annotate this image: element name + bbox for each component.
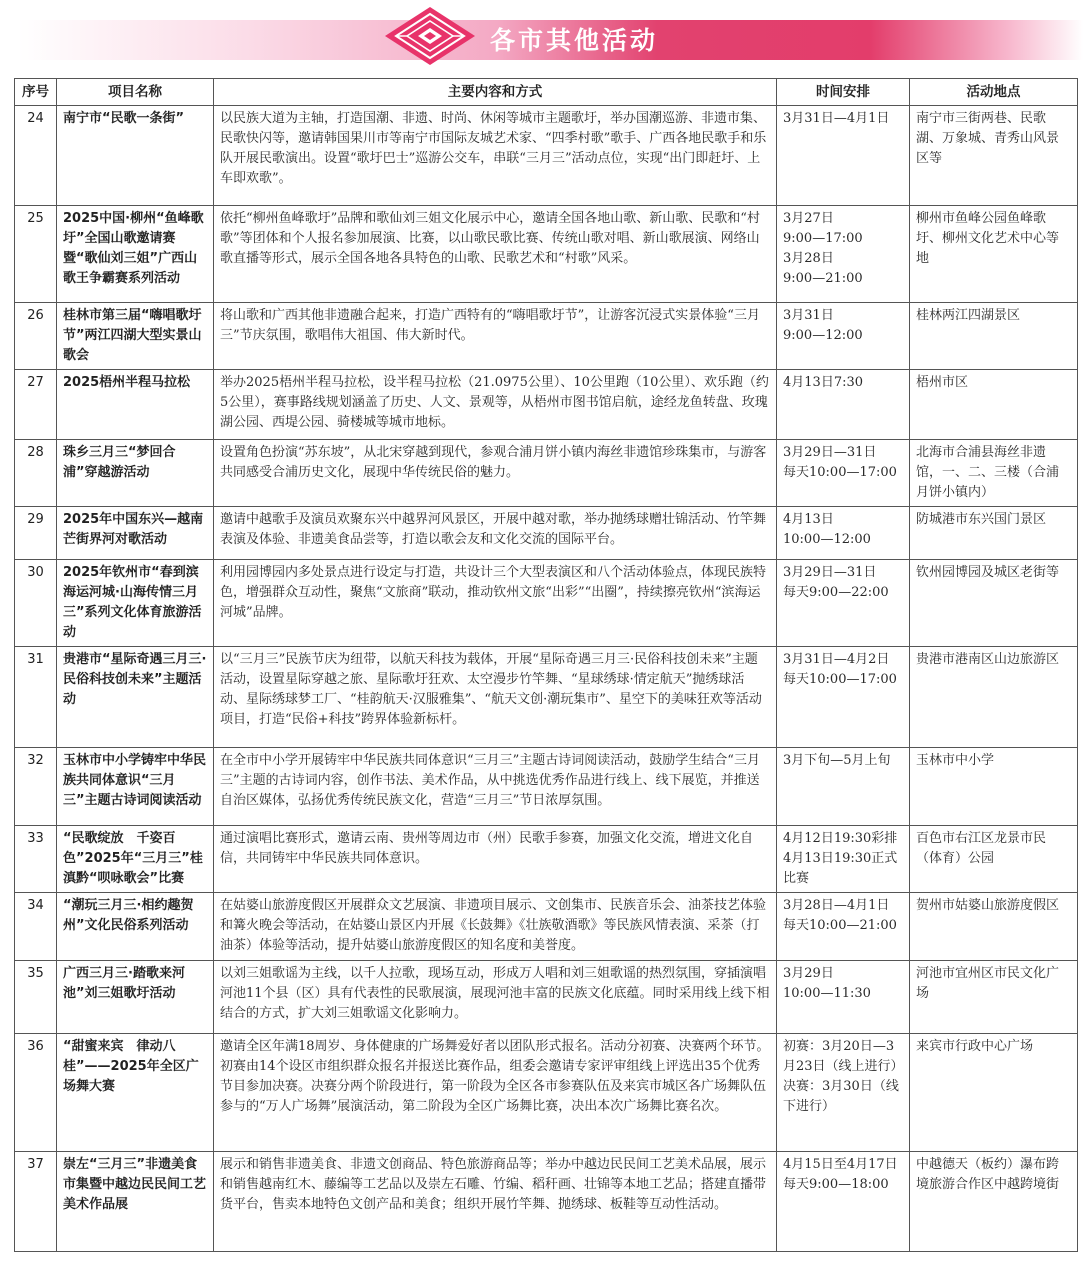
project-name: 贵港市“星际奇遇三月三·民俗科技创未来”主题活动 [57,647,214,748]
table-row [15,507,1078,560]
time-schedule [777,440,910,507]
project-name: 桂林市第三届“嗨唱歌圩节”两江四湖大型实景山歌会 [57,303,214,370]
project-name: 崇左“三月三”非遗美食市集暨中越边民民间工艺美术作品展 [57,1152,214,1252]
project-content: 展示和销售非遗美食、非遗文创商品、特色旅游商品等；举办中越边民民间工艺美术品展，展示和销售越南红木、藤编等工艺品以及崇左石雕、竹编、稻秆画、壮锦等本地工艺品；搭建直播带货平台，售卖本地特色文创产品和美食；组织开展竹竿舞、抛绣球、板鞋等互动性活动。 [214,1152,777,1252]
location-line: 南宁市三街两巷、民歌湖、万象城、青秀山风景区等 [916,111,1060,166]
time-schedule [777,106,910,206]
time-line: 决赛：3月30日（线下进行） [783,1079,899,1114]
time-line: 10:00—12:00 [783,532,871,547]
table-row [15,370,1078,440]
row-number: 27 [15,370,57,440]
project-content: 在全市中小学开展铸牢中华民族共同体意识“三月三”主题古诗词阅读活动，鼓励学生结合“三月三”主题的古诗词内容，创作书法、美术作品，从中挑选优秀作品进行线上、线下展览，并推送自治区媒体，弘扬优秀传统民族文化，营造“三月三”节日浓厚氛围。 [214,748,777,826]
time-line: 每天9:00—18:00 [783,1177,889,1192]
location-line: 桂林两江四湖景区 [916,308,1021,323]
project-content: 邀请中越歌手及演员欢聚东兴中越界河风景区，开展中越对歌，举办抛绣球赠壮锦活动、竹竿舞表演及体验、非遗美食品尝等，打造以歌会友和文化交流的国际平台。 [214,507,777,560]
location-line: 河池市宜州区市民文化广场 [916,966,1060,1001]
location-line: 百色市右江区龙景市民（体育）公园 [916,831,1047,866]
table-row [15,961,1078,1034]
column-header-name: 项目名称 [57,79,214,106]
project-content: 设置角色扮演“苏东坡”，从北宋穿越到现代，参观合浦月饼小镇内海丝非遗馆珍珠集市，与游客共同感受合浦历史文化，展现中华传统民俗的魅力。 [214,440,777,507]
time-line: 3月27日 [783,211,834,226]
activity-location [910,206,1078,303]
project-name: 2025梧州半程马拉松 [57,370,214,440]
time-line: 3月31日—4月1日 [783,111,890,126]
table-row [15,560,1078,647]
activity-location [910,748,1078,826]
time-schedule [777,507,910,560]
time-schedule [777,1034,910,1152]
project-name: “潮玩三月三·相约趣贺州”文化民俗系列活动 [57,893,214,961]
project-content: 以刘三姐歌谣为主线，以千人拉歌，现场互动，形成万人唱和刘三姐歌谣的热烈氛围，穿插演唱河池11个县（区）具有代表性的民歌展演，展现河池丰富的民族文化底蕴。同时采用线上线下相结合的方式，扩大刘三姐歌谣文化影响力。 [214,961,777,1034]
time-schedule [777,370,910,440]
project-name: 2025年钦州市“春到滨海运河城·山海传情三月三”系列文化体育旅游活动 [57,560,214,647]
row-number: 24 [15,106,57,206]
table-row [15,303,1078,370]
table-row [15,1034,1078,1152]
time-line: 每天9:00—22:00 [783,585,889,600]
row-number: 31 [15,647,57,748]
project-content: 以“三月三”民族节庆为纽带，以航天科技为载体，开展“星际奇遇三月三·民俗科技创未来”主题活动，设置星际穿越之旅、星际歌圩狂欢、太空漫步竹竿舞、“星球绣球·情定航天”抛绣球活动、星际绣球梦工厂、“桂韵航天·汉服雅集”、“航天文创·潮玩集市”、星空下的美味狂欢等活动项目，打造“民俗+科技”跨界体验新标杆。 [214,647,777,748]
table-row [15,106,1078,206]
location-line: 柳州市鱼峰公园鱼峰歌圩、柳州文化艺术中心等地 [916,211,1060,266]
activity-location [910,826,1078,893]
row-number: 25 [15,206,57,303]
row-number: 34 [15,893,57,961]
time-line: 3月下旬—5月上旬 [783,753,891,768]
project-content: 依托“柳州鱼峰歌圩”品牌和歌仙刘三姐文化展示中心，邀请全国各地山歌、新山歌、民歌和“村歌”等团体和个人报名参加展演、比赛，以山歌民歌比赛、传统山歌对唱、新山歌展演、网络山歌直播等形式，展示全国各地各具特色的山歌、民歌艺术和“村歌”风采。 [214,206,777,303]
row-number: 35 [15,961,57,1034]
activity-location [910,106,1078,206]
time-line: 3月28日 [783,251,834,266]
time-line: 9:00—17:00 [783,231,863,246]
project-content: 在姑婆山旅游度假区开展群众文艺展演、非遗项目展示、文创集市、民族音乐会、油茶技艺体验和篝火晚会等活动，在姑婆山景区内开展《长鼓舞》《壮族敬酒歌》等民族风情表演、采茶（打油茶）体验等活动，提升姑婆山旅游度假区的知名度和美誉度。 [214,893,777,961]
time-schedule [777,1152,910,1252]
time-line: 9:00—21:00 [783,271,863,286]
time-line: 4月13日 [783,512,834,527]
activity-location [910,440,1078,507]
diamond-ornament-icon [383,6,477,66]
location-line: 中越德天（板约）瀑布跨境旅游合作区中越跨境街 [916,1157,1060,1192]
activity-table [14,78,1078,1252]
column-header-time: 时间安排 [777,79,910,106]
row-number: 28 [15,440,57,507]
activity-location [910,370,1078,440]
time-line: 4月13日7:30 [783,375,864,390]
time-schedule [777,748,910,826]
activity-location [910,507,1078,560]
row-number: 36 [15,1034,57,1152]
row-number: 37 [15,1152,57,1252]
project-content: 通过演唱比赛形式，邀请云南、贵州等周边市（州）民歌手参赛，加强文化交流，增进文化自信，共同铸牢中华民族共同体意识。 [214,826,777,893]
row-number: 30 [15,560,57,647]
project-name: “甜蜜来宾 律动八桂”——2025年全区广场舞大赛 [57,1034,214,1152]
table-header-row [15,79,1078,106]
row-number: 32 [15,748,57,826]
location-line: 梧州市区 [916,375,969,390]
project-content: 将山歌和广西其他非遗融合起来，打造广西特有的“嗨唱歌圩节”，让游客沉浸式实景体验“三月三”节庆氛围，歌唱伟大祖国、伟大新时代。 [214,303,777,370]
table-row [15,748,1078,826]
time-line: 每天10:00—21:00 [783,918,897,933]
time-line: 每天10:00—17:00 [783,465,897,480]
table-row [15,893,1078,961]
column-header-content: 主要内容和方式 [214,79,777,106]
time-schedule [777,893,910,961]
table-row [15,826,1078,893]
project-content: 举办2025梧州半程马拉松，设半程马拉松（21.0975公里）、10公里跑（10公里）、欢乐跑（约5公里），赛事路线规划涵盖了历史、人文、景观等，从梧州市图书馆启航，途经龙鱼转盘、玫瑰湖公园、西堤公园、骑楼城等城市地标。 [214,370,777,440]
time-line: 4月13日19:30正式比赛 [783,851,898,886]
location-line: 来宾市行政中心广场 [916,1039,1034,1054]
activity-location [910,1034,1078,1152]
project-name: 广西三月三·踏歌来河池”刘三姐歌圩活动 [57,961,214,1034]
project-name: 玉林市中小学铸牢中华民族共同体意识“三月三”主题古诗词阅读活动 [57,748,214,826]
table-row [15,1152,1078,1252]
activity-location [910,961,1078,1034]
time-line: 9:00—12:00 [783,328,863,343]
project-name: 珠乡三月三“梦回合浦”穿越游活动 [57,440,214,507]
time-line: 每天10:00—17:00 [783,672,897,687]
time-line: 3月28日—4月1日 [783,898,890,913]
column-header-place: 活动地点 [910,79,1078,106]
table-row [15,440,1078,507]
time-line: 3月29日—31日 [783,565,877,580]
location-line: 防城港市东兴国门景区 [916,512,1047,527]
time-schedule [777,560,910,647]
location-line: 贵港市港南区山边旅游区 [916,652,1060,667]
project-content: 邀请全区年满18周岁、身体健康的广场舞爱好者以团队形式报名。活动分初赛、决赛两个环节。初赛由14个设区市组织群众报名并报送比赛作品，组委会邀请专家评审组线上评选出35个优秀节目参加决赛。决赛分两个阶段进行，第一阶段为全区各市参赛队伍及来宾市城区各广场舞队伍参与的“万人广场舞”展演活动，第二阶段为全区广场舞比赛，决出本次广场舞比赛名次。 [214,1034,777,1152]
row-number: 26 [15,303,57,370]
activity-location [910,303,1078,370]
time-line: 10:00—11:30 [783,986,871,1001]
time-line: 3月31日 [783,308,834,323]
time-schedule [777,303,910,370]
activity-location [910,893,1078,961]
time-line: 4月15日至4月17日 [783,1157,898,1172]
project-content: 以民族大道为主轴，打造国潮、非遗、时尚、休闲等城市主题歌圩，举办国潮巡游、非遗市集、民歌快闪等，邀请韩国果川市等南宁市国际友城艺术家、“四季村歌”歌手、广西各地民歌手和乐队开展民歌演出。设置“歌圩巴士”巡游公交车，串联“三月三”活动点位，实现“出门即赶圩、上车即欢歌”。 [214,106,777,206]
project-name: 2025年中国东兴—越南芒街界河对歌活动 [57,507,214,560]
table-body [15,106,1078,1252]
activity-location [910,1152,1078,1252]
location-line: 玉林市中小学 [916,753,995,768]
time-schedule [777,647,910,748]
row-number: 33 [15,826,57,893]
activity-location [910,560,1078,647]
table-row [15,206,1078,303]
column-header-no: 序号 [15,79,57,106]
project-content: 利用园博园内多处景点进行设定与打造，共设计三个大型表演区和八个活动体验点，体现民族特色，增强群众互动性，聚焦“文旅商”联动，推动钦州文旅“出彩”“出圈”，持续擦亮钦州“滨海运河城”品牌。 [214,560,777,647]
location-line: 贺州市姑婆山旅游度假区 [916,898,1060,913]
time-line: 4月12日19:30彩排 [783,831,898,846]
time-schedule [777,961,910,1034]
time-line: 3月31日—4月2日 [783,652,890,667]
row-number: 29 [15,507,57,560]
time-schedule [777,206,910,303]
time-line: 初赛：3月20日—3月23日（线上进行） [783,1039,904,1074]
section-banner [0,0,1083,74]
location-line: 北海市合浦县海丝非遗馆，一、二、三楼（合浦月饼小镇内） [916,445,1060,500]
project-name: 2025中国·柳州“鱼峰歌圩”全国山歌邀请赛暨“歌仙刘三姐”广西山歌王争霸赛系列活动 [57,206,214,303]
time-line: 3月29日—31日 [783,445,877,460]
page-title: 各市其他活动 [490,26,659,55]
table-row [15,647,1078,748]
activity-location [910,647,1078,748]
time-schedule [777,826,910,893]
project-name: “民歌绽放 千姿百色”2025年“三月三”桂滇黔“呗咏歌会”比赛 [57,826,214,893]
project-name: 南宁市“民歌一条街” [57,106,214,206]
location-line: 钦州园博园及城区老街等 [916,565,1060,580]
time-line: 3月29日 [783,966,834,981]
